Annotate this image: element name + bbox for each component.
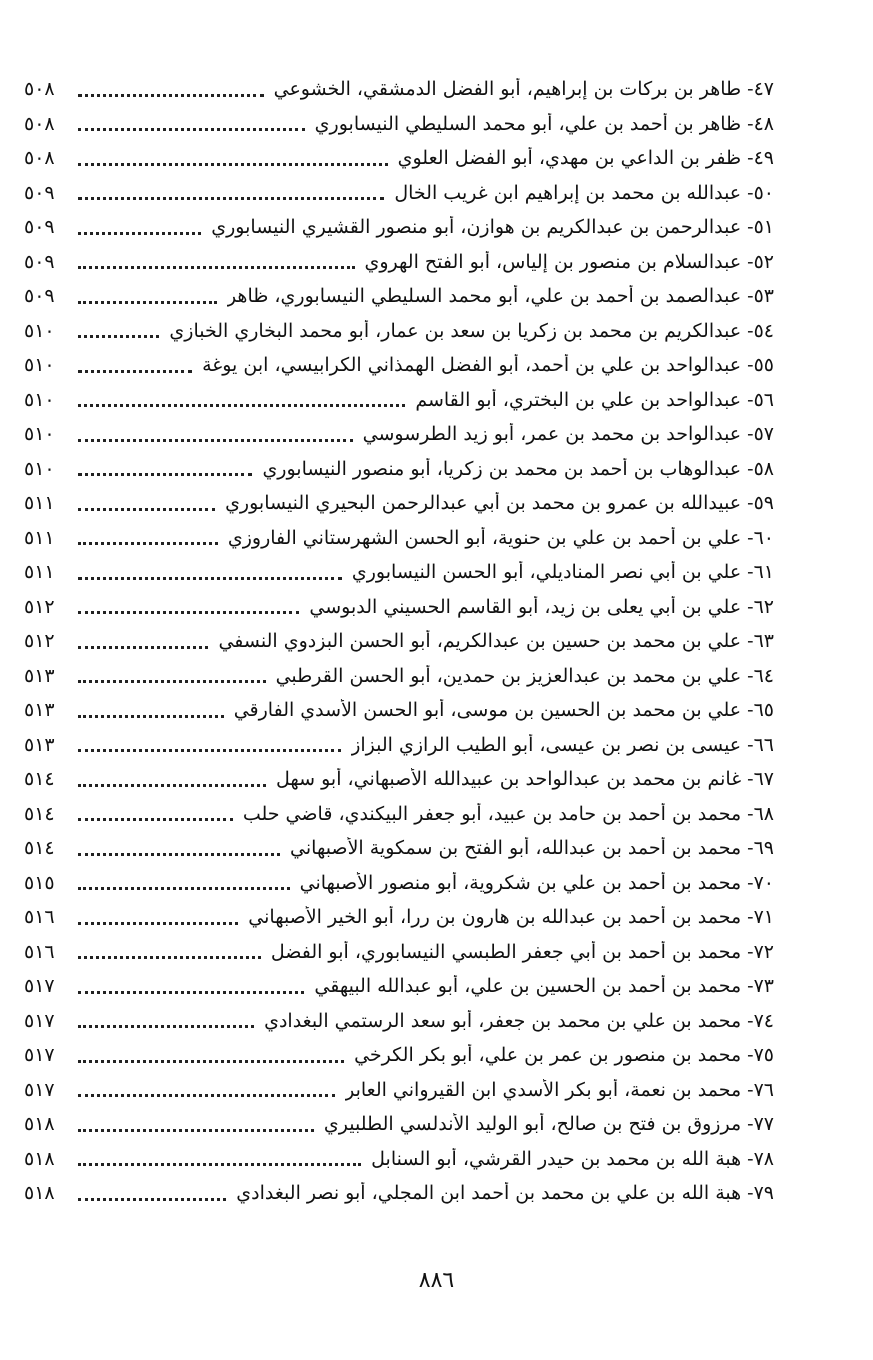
toc-entry: [24, 762, 774, 797]
toc-entry: [24, 279, 774, 314]
entry-title: علي بن أبي نصر المناديلي، أبو الحسن النيسابوري: [351, 561, 742, 584]
entry-number: ٦٢-: [747, 595, 774, 618]
dot-leader: [78, 197, 384, 200]
dot-leader: [78, 508, 215, 511]
entry-title: علي بن محمد بن عبدالعزيز بن حمدين، أبو الحسن القرطبي: [275, 664, 742, 687]
entry-number: ٦٥-: [747, 699, 774, 722]
entry-page: ٥٠٩: [24, 181, 55, 204]
entry-title: هبة الله بن علي بن محمد بن أحمد ابن المجلي، أبو نصر البغدادي: [236, 1182, 742, 1205]
entry-number: ٧٢-: [747, 940, 774, 963]
entry-number: ٥٣-: [747, 285, 774, 308]
toc-entry: [24, 452, 774, 487]
entry-title: محمد بن أحمد بن الحسين بن علي، أبو عبدالله البيهقي: [314, 975, 742, 998]
entry-page: ٥١٧: [24, 1009, 55, 1032]
entry-number: ٥٢-: [747, 250, 774, 273]
entry-page: ٥١٤: [24, 837, 55, 860]
entry-page: ٥١٧: [24, 1044, 55, 1067]
dot-leader: [78, 646, 208, 649]
dot-leader: [78, 853, 280, 856]
entry-title: عبدالواحد بن علي بن أحمد، أبو الفضل الهمذاني الكرابيسي، ابن يوغة: [202, 354, 742, 377]
entry-page: ٥١٠: [24, 423, 55, 446]
dot-leader: [78, 404, 405, 407]
toc-entry: [24, 797, 774, 832]
toc-entry: [24, 1038, 774, 1073]
entry-number: ٦٩-: [747, 837, 774, 860]
toc-entry: [24, 72, 774, 107]
entry-title: طاهر بن بركات بن إبراهيم، أبو الفضل الدمشقي، الخشوعي: [273, 78, 742, 101]
dot-leader: [78, 611, 299, 614]
entry-title: محمد بن منصور بن عمر بن علي، أبو بكر الكرخي: [354, 1044, 742, 1067]
entry-number: ٦١-: [747, 561, 774, 584]
toc-entry: [24, 348, 774, 383]
entry-page: ٥١٠: [24, 354, 55, 377]
dot-leader: [78, 1060, 344, 1063]
entry-title: عبيدالله بن عمرو بن محمد بن أبي عبدالرحمن البحيري النيسابوري: [225, 492, 742, 515]
dot-leader: [78, 266, 355, 269]
dot-leader: [78, 577, 342, 580]
toc-entry: [24, 245, 774, 280]
toc-entry: [24, 417, 774, 452]
entry-title: علي بن محمد بن حسين بن عبدالكريم، أبو الحسن البزدوي النسفي: [218, 630, 742, 653]
dot-leader: [78, 680, 266, 683]
entry-page: ٥١٦: [24, 906, 55, 929]
dot-leader: [78, 370, 192, 373]
dot-leader: [78, 1129, 314, 1132]
toc-entry: [24, 486, 774, 521]
dot-leader: [78, 1198, 226, 1201]
entry-title: علي بن أحمد بن علي بن حنوية، أبو الحسن الشهرستاني الفاروزي: [227, 526, 742, 549]
page-number: ٨٨٦: [418, 1268, 455, 1293]
toc-entry: [24, 1004, 774, 1039]
entry-page: ٥٠٨: [24, 112, 55, 135]
toc-entry: [24, 728, 774, 763]
toc-entry: [24, 659, 774, 694]
entry-page: ٥١٣: [24, 733, 55, 756]
entry-number: ٧٩-: [747, 1182, 774, 1205]
entry-page: ٥١٢: [24, 630, 55, 653]
entry-title: عبدالرحمن بن عبدالكريم بن هوازن، أبو منصور القشيري النيسابوري: [211, 216, 742, 239]
dot-leader: [78, 991, 304, 994]
entry-page: ٥١٠: [24, 388, 55, 411]
entry-title: محمد بن نعمة، أبو بكر الأسدي ابن القيرواني العابر: [345, 1078, 742, 1101]
entry-title: مرزوق بن فتح بن صالح، أبو الوليد الأندلسي الطلبيري: [323, 1113, 742, 1136]
entry-number: ٤٧-: [747, 78, 774, 101]
dot-leader: [78, 232, 201, 235]
entry-title: غانم بن محمد بن عبدالواحد بن عبيدالله الأصبهاني، أبو سهل: [276, 768, 742, 791]
toc-entry: [24, 624, 774, 659]
entry-number: ٤٨-: [747, 112, 774, 135]
toc-entry: [24, 590, 774, 625]
entry-page: ٥١٥: [24, 871, 55, 894]
dot-leader: [78, 715, 224, 718]
dot-leader: [78, 749, 341, 752]
entry-number: ٥٥-: [747, 354, 774, 377]
entry-number: ٥٤-: [747, 319, 774, 342]
entry-title: محمد بن أحمد بن عبدالله بن هارون بن ررا، أبو الخير الأصبهاني: [248, 906, 742, 929]
entry-page: ٥١٢: [24, 595, 55, 618]
toc-entry: [24, 1073, 774, 1108]
dot-leader: [78, 542, 218, 545]
entry-page: ٥١٤: [24, 802, 55, 825]
entry-title: علي بن محمد بن الحسين بن موسى، أبو الحسن الأسدي الفارقي: [233, 699, 742, 722]
dot-leader: [78, 335, 159, 338]
entry-page: ٥١٠: [24, 319, 55, 342]
toc-entry: [24, 1142, 774, 1177]
entry-number: ٧٥-: [747, 1044, 774, 1067]
entry-page: ٥١١: [24, 492, 55, 515]
toc-entry: [24, 693, 774, 728]
entry-title: محمد بن أحمد بن علي بن شكروية، أبو منصور الأصبهاني: [299, 871, 742, 894]
entry-number: ٧٦-: [747, 1078, 774, 1101]
dot-leader: [78, 887, 290, 890]
entry-number: ٧٨-: [747, 1147, 774, 1170]
entry-number: ٦٣-: [747, 630, 774, 653]
toc-entry: [24, 1107, 774, 1142]
entry-title: محمد بن أحمد بن حامد بن عبيد، أبو جعفر البيكندي، قاضي حلب: [242, 802, 742, 825]
entry-page: ٥٠٨: [24, 147, 55, 170]
entry-page: ٥١٦: [24, 940, 55, 963]
entry-title: ظاهر بن أحمد بن علي، أبو محمد السليطي النيسابوري: [314, 112, 742, 135]
entry-number: ٦٠-: [747, 526, 774, 549]
entry-page: ٥١١: [24, 561, 55, 584]
entry-title: علي بن أبي يعلى بن زيد، أبو القاسم الحسيني الدبوسي: [309, 595, 742, 618]
dot-leader: [78, 784, 266, 787]
dot-leader: [78, 956, 261, 959]
entry-title: هبة الله بن محمد بن حيدر القرشي، أبو السنابل: [371, 1147, 742, 1170]
entry-page: ٥٠٩: [24, 216, 55, 239]
dot-leader: [78, 1094, 335, 1097]
entry-page: ٥١٨: [24, 1113, 55, 1136]
toc-entry: [24, 107, 774, 142]
entry-number: ٧٤-: [747, 1009, 774, 1032]
entry-number: ٦٦-: [747, 733, 774, 756]
entry-title: عبدالواحد بن محمد بن عمر، أبو زيد الطرسوسي: [362, 423, 742, 446]
entry-page: ٥١٧: [24, 1078, 55, 1101]
entry-number: ٤٩-: [747, 147, 774, 170]
entry-number: ٦٧-: [747, 768, 774, 791]
entry-page: ٥١٤: [24, 768, 55, 791]
entry-title: ظفر بن الداعي بن مهدي، أبو الفضل العلوي: [397, 147, 742, 170]
entry-page: ٥١٠: [24, 457, 55, 480]
toc-entry: [24, 866, 774, 901]
entry-number: ٥١-: [747, 216, 774, 239]
toc-entry: [24, 831, 774, 866]
entry-page: ٥٠٩: [24, 285, 55, 308]
entry-number: ٥٧-: [747, 423, 774, 446]
entry-page: ٥١٨: [24, 1182, 55, 1205]
toc-entry: [24, 969, 774, 1004]
entry-title: عبدالواحد بن علي بن البختري، أبو القاسم: [415, 388, 742, 411]
entry-number: ٧٧-: [747, 1113, 774, 1136]
entry-page: ٥٠٨: [24, 78, 55, 101]
entry-title: عبدالكريم بن محمد بن زكريا بن سعد بن عمار، أبو محمد البخاري الخبازي: [169, 319, 742, 342]
entry-page: ٥١٣: [24, 664, 55, 687]
entry-title: محمد بن علي بن محمد بن جعفر، أبو سعد الرستمي البغدادي: [264, 1009, 742, 1032]
dot-leader: [78, 818, 233, 821]
entry-title: محمد بن أحمد بن عبدالله، أبو الفتح بن سمكوية الأصبهاني: [290, 837, 742, 860]
entry-number: ٦٤-: [747, 664, 774, 687]
entry-number: ٧٠-: [747, 871, 774, 894]
toc-entry: [24, 1176, 774, 1211]
entry-number: ٦٨-: [747, 802, 774, 825]
entry-page: ٥١١: [24, 526, 55, 549]
toc-entry: [24, 314, 774, 349]
entry-number: ٧١-: [747, 906, 774, 929]
entry-number: ٥٩-: [747, 492, 774, 515]
entry-page: ٥١٣: [24, 699, 55, 722]
entry-title: عبدالصمد بن أحمد بن علي، أبو محمد السليطي النيسابوري، ظاهر: [226, 285, 742, 308]
entry-number: ٥٨-: [747, 457, 774, 480]
entry-number: ٥٠-: [747, 181, 774, 204]
dot-leader: [78, 128, 305, 131]
toc-page: [24, 72, 774, 1211]
entry-title: عبدالوهاب بن أحمد بن محمد بن زكريا، أبو منصور النيسابوري: [262, 457, 742, 480]
entry-title: عبدالسلام بن منصور بن إلياس، أبو الفتح الهروي: [364, 250, 742, 273]
toc-entry: [24, 383, 774, 418]
toc-entry: [24, 176, 774, 211]
toc-entry: [24, 555, 774, 590]
entry-title: عبدالله بن محمد بن إبراهيم ابن غريب الخال: [394, 181, 742, 204]
dot-leader: [78, 1163, 361, 1166]
dot-leader: [78, 94, 264, 97]
entry-page: ٥١٨: [24, 1147, 55, 1170]
dot-leader: [78, 439, 353, 442]
dot-leader: [78, 473, 252, 476]
entry-page: ٥١٧: [24, 975, 55, 998]
entry-title: محمد بن أحمد بن أبي جعفر الطبسي النيسابوري، أبو الفضل: [270, 940, 742, 963]
toc-entry: [24, 210, 774, 245]
entry-number: ٥٦-: [747, 388, 774, 411]
toc-entry: [24, 141, 774, 176]
entry-title: عيسى بن نصر بن عيسى، أبو الطيب الرازي البزاز: [351, 733, 742, 756]
toc-list: [24, 72, 774, 1211]
toc-entry: [24, 521, 774, 556]
dot-leader: [78, 301, 217, 304]
dot-leader: [78, 922, 238, 925]
entry-number: ٧٣-: [747, 975, 774, 998]
dot-leader: [78, 1025, 254, 1028]
toc-entry: [24, 900, 774, 935]
dot-leader: [78, 163, 388, 166]
entry-page: ٥٠٩: [24, 250, 55, 273]
toc-entry: [24, 935, 774, 970]
